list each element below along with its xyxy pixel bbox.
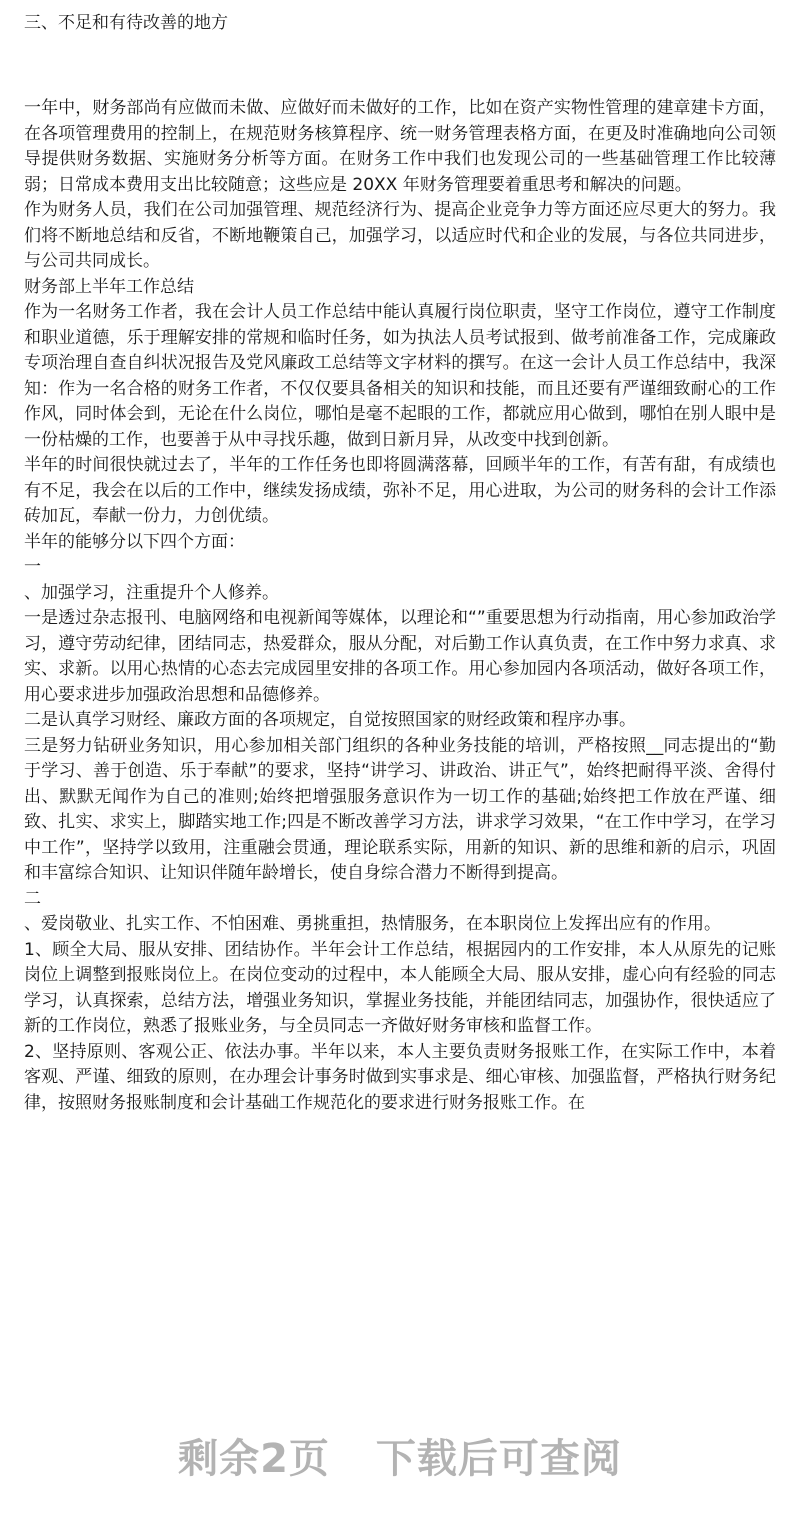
paragraph: 半年的时间很快就过去了，半年的工作任务也即将圆满落幕，回顾半年的工作，有苦有甜，有成绩也有不足，我会在以后的工作中，继续发扬成绩，弥补不足，用心进取，为公司的财务科的会计工作添砖加瓦，奉献一份力，力创优绩。 bbox=[24, 455, 776, 526]
download-to-view-text[interactable]: 下载后可查阅 bbox=[375, 1435, 622, 1482]
paragraph: 作为财务人员，我们在公司加强管理、规范经济行为、提高企业竞争力等方面还应尽更大的努力。我们将不断地总结和反省，不断地鞭策自己，加强学习，以适应时代和企业的发展，与各位共同进步，与公司共同成长。 bbox=[24, 200, 776, 271]
paragraph: 一是透过杂志报刊、电脑网络和电视新闻等媒体，以理论和“”重要思想为行动指南，用心参加政治学习，遵守劳动纪律，团结同志，热爱群众，服从分配，对后勤工作认真负责，在工作中努力求真、求实、求新。以用心热情的心态去完成园里安排的各项工作。用心参加园内各项活动，做好各项工作，用心要求进步加强政治思想和品德修养。 bbox=[24, 608, 776, 705]
paragraph: 二是认真学习财经、廉政方面的各项规定，自觉按照国家的财经政策和程序办事。 bbox=[24, 710, 636, 730]
paragraph: 作为一名财务工作者，我在会计人员工作总结中能认真履行岗位职责，坚守工作岗位，遵守工作制度和职业道德，乐于理解安排的常规和临时任务，如为执法人员考试报到、做考前准备工作，完成廉政专项治理自查自纠状况报告及党风廉政工总结等文字材料的撰写。在这一会计人员工作总结中，我深知：作为一名合格的财务工作者，不仅仅要具备相关的知识和技能，而且还要有严谨细致耐心的工作作风，同时体会到，无论在什么岗位，哪怕是毫不起眼的工作，都就应用心做到，哪怕在别人眼中是一份枯燥的工作，也要善于从中寻找乐趣，做到日新月异，从改变中找到创新。 bbox=[24, 302, 776, 450]
section-heading: 三、不足和有待改善的地方 bbox=[24, 13, 228, 33]
paragraph: 三是努力钻研业务知识，用心参加相关部门组织的各种业务技能的培训，严格按照__同志提出的“勤于学习、善于创造、乐于奉献”的要求，坚持“讲学习、讲政治、讲正气”，始终把耐得平淡、舍得付出、默默无闻作为自己的准则;始终把增强服务意识作为一切工作的基础;始终把工作放在严谨、细致、扎实、求实上，脚踏实地工作;四是不断改善学习方法，讲求学习效果，“在工作中学习，在学习中工作”，坚持学以致用，注重融会贯通，理论联系实际，用新的知识、新的思维和新的启示，巩固和丰富综合知识、让知识伴随年龄增长，使自身综合潜力不断得到提高。 bbox=[24, 735, 776, 883]
section-number: 二 bbox=[24, 888, 41, 909]
paragraph: 2、坚持原则、客观公正、依法办事。半年以来，本人主要负责财务报账工作，在实际工作中，本着客观、严谨、细致的原则，在办理会计事务时做到实事求是、细心审核、加强监督，严格执行财务纪律，按照财务报账制度和会计基础工作规范化的要求进行财务报账工作。在 bbox=[24, 1041, 776, 1113]
document-body bbox=[24, 10, 776, 1116]
paragraph: 半年的能够分以下四个方面： bbox=[24, 531, 245, 552]
section-title: 、爱岗敬业、扎实工作、不怕困难、勇挑重担，热情服务，在本职岗位上发挥出应有的作用。 bbox=[24, 914, 721, 934]
download-prompt[interactable] bbox=[0, 1420, 800, 1490]
paragraph-title: 财务部上半年工作总结 bbox=[24, 276, 194, 297]
section-number: 一 bbox=[24, 557, 41, 577]
paragraph: 一年中，财务部尚有应做而未做、应做好而未做好的工作，比如在资产实物性管理的建章建卡方面，在各项管理费用的控制上，在规范财务核算程序、统一财务管理表格方面，在更及时准确地向公司领导提供财务数据、实施财务分析等方面。在财务工作中我们也发现公司的一些基础管理工作比较薄弱；日常成本费用支出比较随意；这些应是 20XX 年财务管理要着重思考和解决的问题。 bbox=[24, 98, 776, 195]
paragraph: 1、顾全大局、服从安排、团结协作。半年会计工作总结，根据园内的工作安排，本人从原先的记账岗位上调整到报账岗位上。在岗位变动的过程中，本人能顾全大局、服从安排，虚心向有经验的同志学习，认真探索，总结方法，增强业务知识，掌握业务技能，并能团结同志，加强协作，很快适应了新的工作岗位，熟悉了报账业务，与全员同志一齐做好财务审核和监督工作。 bbox=[24, 939, 776, 1036]
remaining-pages-text[interactable]: 剩余2页 bbox=[178, 1435, 330, 1482]
paragraph-list bbox=[24, 96, 776, 1116]
section-title: 、加强学习，注重提升个人修养。 bbox=[24, 582, 279, 603]
